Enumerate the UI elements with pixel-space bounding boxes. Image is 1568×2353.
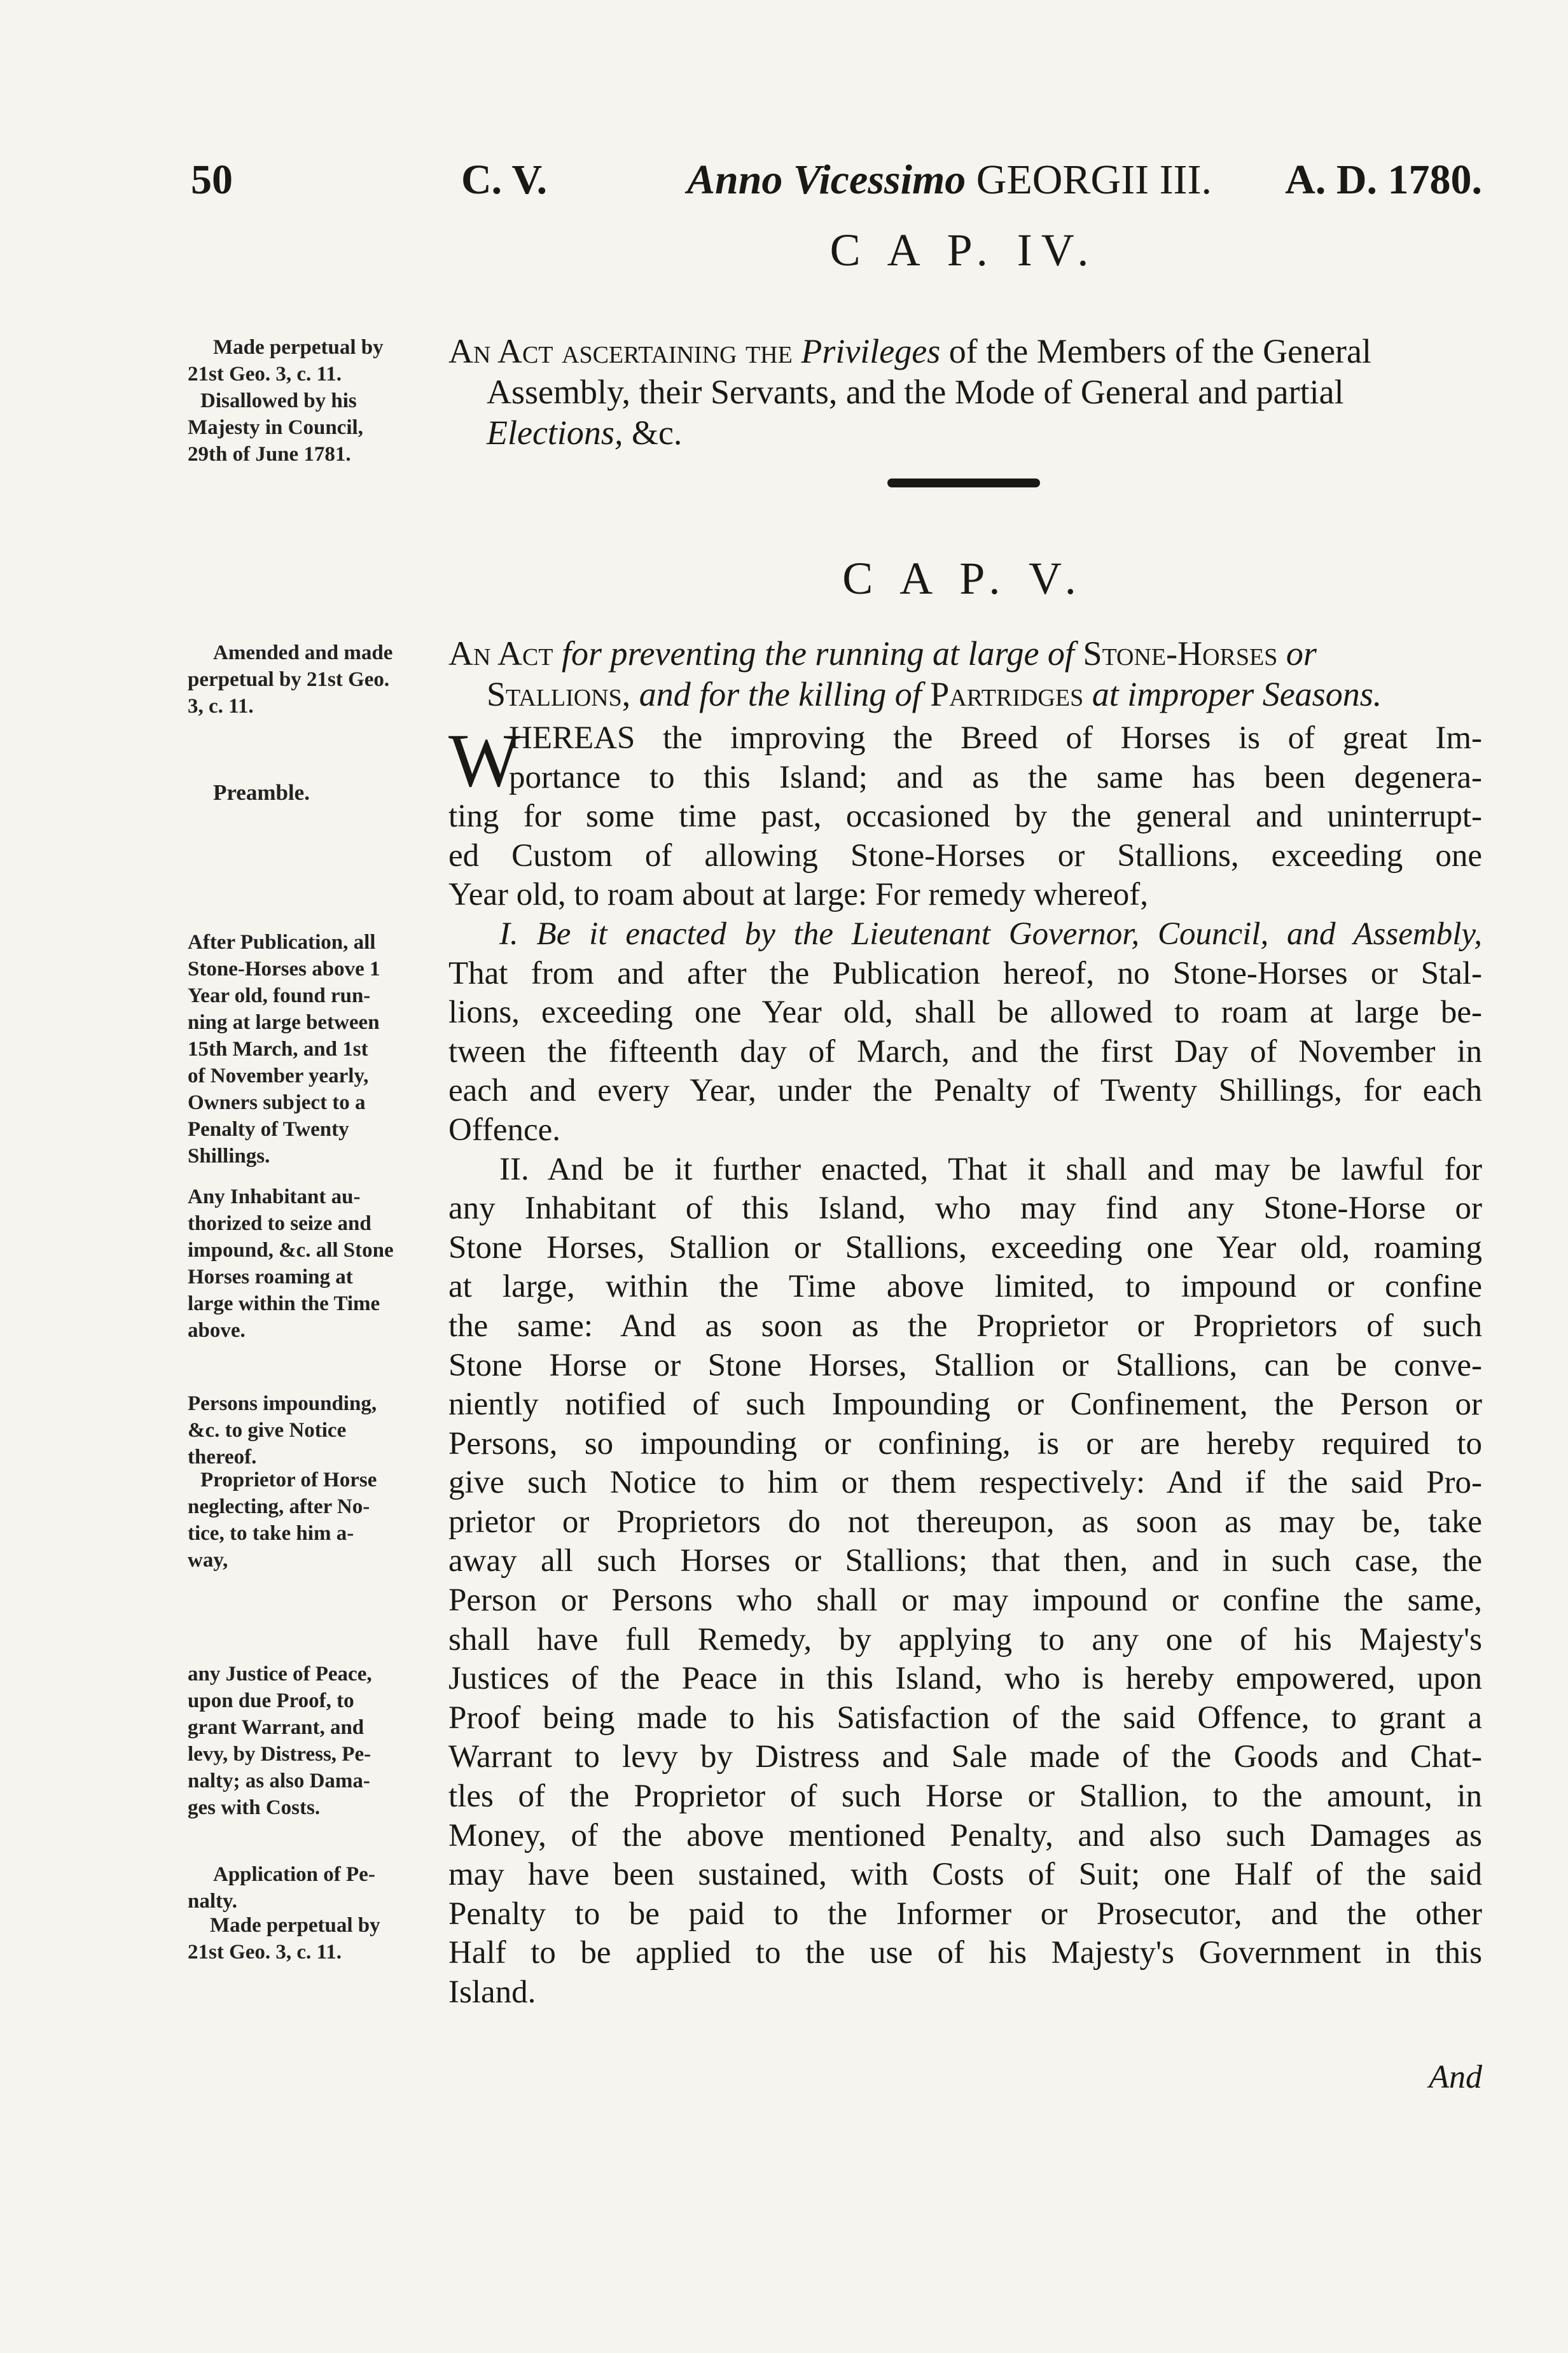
catchword: And: [1429, 2059, 1482, 2095]
margin-line: perpetual by 21st Geo.: [188, 668, 390, 691]
margin-line: Made perpetual by: [213, 336, 384, 359]
title-line: [448, 412, 1482, 453]
margin-line: Proprietor of Horse: [200, 1469, 377, 1491]
margin-line: thereof.: [188, 1446, 257, 1469]
margin-line: way,: [188, 1549, 228, 1572]
margin-line: Amended and made: [213, 641, 393, 664]
body-line: prietor or Proprietors do not thereupon, as soon as may be, take: [448, 1504, 1482, 1540]
margin-line: any Justice of Peace,: [188, 1663, 372, 1686]
title-text: Assembly, their Servants, and the Mode of General and partial: [487, 373, 1344, 411]
margin-line: grant Warrant, and: [188, 1716, 364, 1739]
margin-line: 29th of June 1781.: [188, 443, 351, 466]
body-line: Warrant to levy by Distress and Sale made of the Goods and Chat-: [448, 1739, 1482, 1775]
body-line: at large, within the Time above limited, to impound or confine: [448, 1269, 1482, 1305]
margin-line: Any Inhabitant au-: [188, 1185, 361, 1208]
body-line: Money, of the above mentioned Penalty, and also such Damages as: [448, 1817, 1482, 1854]
margin-line: neglecting, after No-: [188, 1495, 370, 1518]
body-line: tles of the Proprietor of such Horse or Stallion, to the amount, in: [448, 1778, 1482, 1815]
body-line: Island.: [448, 1974, 536, 2010]
cap-v-title: [448, 633, 1482, 715]
body-line: ed Custom of allowing Stone-Horses or Stallions, exceeding one: [448, 837, 1482, 874]
margin-line: of November yearly,: [188, 1065, 369, 1087]
margin-line: large within the Time: [188, 1292, 380, 1315]
margin-line: Majesty in Council,: [188, 416, 363, 439]
margin-line: nalty.: [188, 1890, 237, 1913]
cap-v-heading: C A P. V.: [842, 553, 1085, 604]
body-line: the same: And as soon as the Proprietor or Proprietors of such: [448, 1308, 1482, 1344]
margin-line: Penalty of Twenty: [188, 1118, 349, 1141]
year: A. D. 1780.: [1285, 157, 1482, 203]
title-text: Stallions,: [487, 675, 639, 713]
title-text: Stone-Horses: [1074, 634, 1286, 673]
title-text: Partridges: [921, 675, 1092, 713]
body-line: That from and after the Publication hereof, no Stone-Horses or Stal-: [448, 955, 1482, 991]
margin-note-notice: [188, 1390, 429, 1470]
body-line: ting for some time past, occasioned by the general and uninterrupt-: [448, 799, 1482, 835]
body-line: Half to be applied to the use of his Majesty's Government in this: [448, 1935, 1482, 1971]
body-line: Persons, so impounding or confining, is or are hereby required to: [448, 1425, 1482, 1462]
margin-line: Made perpetual by: [210, 1914, 380, 1937]
margin-line: Year old, found run-: [188, 984, 371, 1007]
body-line: away all such Horses or Stallions; that then, and in such case, the: [448, 1543, 1482, 1579]
margin-note-proprietor: [188, 1467, 429, 1574]
body-line: Justices of the Peace in this Island, who is hereby empowered, upon: [448, 1661, 1482, 1697]
margin-line: 21st Geo. 3, c. 11.: [188, 363, 342, 386]
title-italic: or: [1286, 634, 1317, 673]
body-line: Offence.: [448, 1112, 561, 1148]
body-line: tween the fifteenth day of March, and the first Day of November in: [448, 1033, 1482, 1070]
body-line: Stone Horses, Stallion or Stallions, exceeding one Year old, roaming: [448, 1229, 1482, 1266]
body-line: II. And be it further enacted, That it shall and may be lawful for: [499, 1151, 1482, 1187]
title-line: [448, 331, 1482, 372]
body-line: lions, exceeding one Year old, shall be allowed to roam at large be-: [448, 995, 1482, 1031]
margin-note-amended: [188, 639, 429, 720]
margin-line: thorized to seize and: [188, 1212, 371, 1235]
title-text: of the Members of the General: [940, 332, 1372, 370]
cap-iv-title: [448, 331, 1482, 453]
margin-note-application: [188, 1861, 429, 1915]
margin-note-perpetual: [188, 1912, 429, 1965]
margin-line: Disallowed by his: [200, 389, 357, 412]
margin-line: Horses roaming at: [188, 1266, 353, 1288]
cap-iv-heading: C A P. IV.: [829, 225, 1098, 276]
body-line: may have been sustained, with Costs of Suit; one Half of the said: [448, 1857, 1482, 1893]
body-line: shall have full Remedy, by applying to any one of his Majesty's: [448, 1621, 1482, 1658]
body-line: I. Be it enacted by the Lieutenant Governor, Council, and Assembly,: [499, 916, 1482, 952]
margin-line: Owners subject to a: [188, 1091, 366, 1114]
margin-line: Shillings.: [188, 1145, 270, 1168]
title-italic: for preventing the running at large of: [562, 634, 1074, 673]
body-line: Proof being made to his Satisfaction of the said Offence, to grant a: [448, 1700, 1482, 1736]
margin-line: levy, by Distress, Pe-: [188, 1743, 371, 1766]
body-line: any Inhabitant of this Island, who may find any Stone-Horse or: [448, 1190, 1482, 1227]
regnal-title: [687, 156, 1212, 204]
title-line: [448, 372, 1482, 412]
margin-line: ges with Costs.: [188, 1796, 321, 1819]
body-line: portance to this Island; and as the same has been degenera-: [509, 759, 1482, 795]
chapter-ref: C. V.: [461, 157, 548, 203]
margin-line: 3, c. 11.: [188, 695, 254, 718]
body-line: Penalty to be paid to the Informer or Prosecutor, and the other: [448, 1896, 1482, 1932]
running-header: [191, 156, 1482, 213]
margin-line: above.: [188, 1319, 246, 1342]
margin-preamble: Preamble.: [213, 780, 310, 805]
regnal-title-italic: Anno Vicessimo: [687, 157, 966, 203]
drop-cap: W: [448, 718, 521, 802]
margin-note-inhabitant: [188, 1183, 429, 1344]
margin-line: tice, to take him a-: [188, 1522, 354, 1545]
margin-note-publication: [188, 929, 429, 1170]
title-text: An Act ascertaining the: [448, 332, 801, 370]
margin-line: After Publication, all: [188, 931, 376, 954]
page-number: 50: [191, 157, 233, 203]
title-line: [448, 633, 1482, 674]
title-italic: at improper Seasons.: [1092, 675, 1382, 713]
margin-line: &c. to give Notice: [188, 1419, 347, 1442]
title-italic: Elections,: [487, 414, 623, 452]
body-line: Year old, to roam about at large: For remedy whereof,: [448, 877, 1148, 913]
title-italic: and for the killing of: [639, 675, 922, 713]
margin-line: Application of Pe-: [213, 1863, 375, 1886]
body-line: Stone Horse or Stone Horses, Stallion or Stallions, can be conve-: [448, 1347, 1482, 1383]
body-line: HEREAS the improving the Breed of Horses is of great Im-: [509, 720, 1482, 756]
statute-body: [448, 719, 1482, 2013]
title-line: [448, 674, 1482, 715]
body-line: give such Notice to him or them respectively: And if the said Pro-: [448, 1465, 1482, 1501]
title-italic: Privileges: [801, 332, 941, 370]
margin-line: Persons impounding,: [188, 1392, 377, 1415]
margin-note-cap-iv: [188, 334, 429, 468]
title-text: An Act: [448, 634, 562, 673]
margin-line: 15th March, and 1st: [188, 1038, 368, 1061]
margin-line: nalty; as also Dama-: [188, 1770, 370, 1792]
body-line: Person or Persons who shall or may impound or confine the same,: [448, 1582, 1482, 1619]
regnal-title-caps: GEORGII III.: [976, 157, 1212, 203]
margin-line: ning at large between: [188, 1011, 380, 1034]
body-line: niently notified of such Impounding or Confinement, the Person or: [448, 1386, 1482, 1423]
margin-line: impound, &c. all Stone: [188, 1239, 394, 1262]
margin-line: upon due Proof, to: [188, 1689, 354, 1712]
section-divider: [887, 478, 1040, 487]
margin-line: Stone-Horses above 1: [188, 958, 380, 981]
title-text: &c.: [623, 414, 683, 452]
body-line: each and every Year, under the Penalty of Twenty Shillings, for each: [448, 1073, 1482, 1109]
margin-line: 21st Geo. 3, c. 11.: [188, 1941, 342, 1964]
margin-note-justice: [188, 1661, 429, 1821]
